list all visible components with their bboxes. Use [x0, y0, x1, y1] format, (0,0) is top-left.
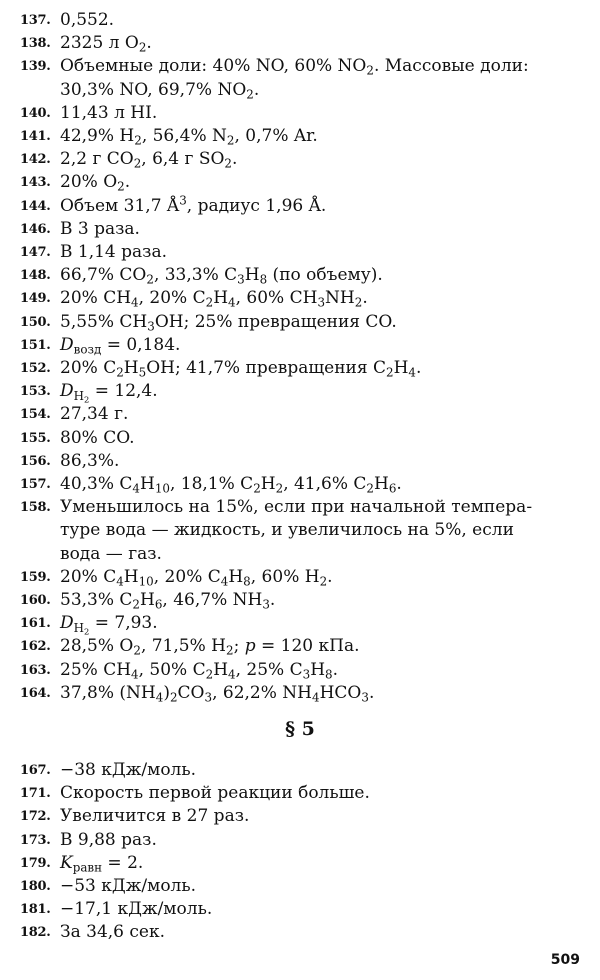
answer-number: 139.	[20, 59, 51, 75]
answer-item	[20, 782, 590, 805]
answer-text: 25% $CH_4$, 50% $C_2H_4$, 25% $C_3H_8$.	[60, 659, 339, 682]
answer-number: 162.	[20, 639, 51, 655]
answer-number: 137.	[20, 13, 51, 28]
answer-item	[20, 9, 590, 32]
answer-number: 179.	[20, 855, 51, 871]
answer-item	[20, 287, 590, 310]
answer-list-section-5	[20, 759, 590, 945]
answer-number: 152.	[20, 361, 51, 377]
answer-text: $D_{H_2} = 7,93$.	[60, 613, 158, 636]
answer-text: 53,3% $C_2H_6$, 46,7% $NH_3$.	[60, 590, 276, 612]
answer-item	[20, 195, 590, 218]
answer-item	[20, 898, 590, 921]
answer-text: За 34,6 сек.	[60, 922, 165, 943]
answer-item	[20, 427, 590, 450]
answer-item	[20, 635, 590, 658]
answer-number: 143.	[20, 175, 51, 191]
answer-item	[20, 55, 590, 101]
answer-item	[20, 496, 590, 566]
answer-text: 80% CO.	[60, 427, 135, 448]
answer-item	[20, 566, 590, 589]
answer-number: 146.	[20, 221, 51, 237]
answer-item	[20, 357, 590, 380]
answer-number: 161.	[20, 616, 51, 632]
answer-item	[20, 311, 590, 334]
answer-text: 11,43 л HI.	[60, 102, 158, 123]
answer-number: 148.	[20, 268, 51, 284]
answer-text: 2325 л $O_2$.	[60, 33, 152, 55]
answer-number: 158.	[20, 500, 51, 516]
answer-item	[20, 682, 590, 705]
answer-item	[20, 852, 590, 875]
answer-number: 140.	[20, 105, 51, 121]
answer-number: 155.	[20, 430, 51, 446]
answer-text: −53 кДж/моль.	[60, 876, 197, 897]
answer-text: 40,3% $C_4H_{10}$, 18,1% $C_2H_2$, 41,6% $C_2H_6$.	[60, 474, 402, 496]
answer-text: 66,7% $CO_2$, 33,3% $C_3H_8$ (по объему).	[60, 265, 383, 287]
answer-item	[20, 759, 590, 782]
answer-item	[20, 473, 590, 496]
answer-text: $D_{H_2} = 12,4$.	[60, 381, 158, 404]
answer-number: 181.	[20, 902, 51, 918]
answer-item	[20, 403, 590, 426]
answer-item	[20, 171, 590, 194]
answer-text: 37,8% $(NH_4)_2CO_3$, 62,2% $NH_4HCO_3$.	[60, 682, 375, 705]
answer-text: 5,55% $CH_3OH$; 25% превращения CO.	[60, 311, 397, 333]
answer-number: 157.	[20, 477, 51, 493]
answer-number: 171.	[20, 786, 51, 802]
answer-text: 28,5% $O_2$, 71,5% $H_2$; p = 120 кПа.	[60, 636, 360, 658]
answer-text: В 1,14 раза.	[60, 242, 167, 263]
answer-text: 86,3%.	[60, 450, 120, 471]
answer-number: 142.	[20, 152, 51, 168]
answer-text: Увеличится в 27 раз.	[60, 806, 250, 827]
answer-text: Уменьшилось на 15%, если при начальной темпера- туре вода — жидкость, и увеличилось на 5%, если вода — газ.	[60, 497, 533, 564]
answer-list-section-4	[20, 9, 590, 705]
answer-number: 144.	[20, 198, 51, 214]
answer-text: Объемные доли: 40% NO, 60% $NO_2$. Массовые доли: 30,3% NO, 69,7% $NO_2$.	[60, 56, 529, 101]
page-number: 509	[550, 952, 580, 968]
answer-number: 150.	[20, 314, 51, 330]
answer-text: −17,1 кДж/моль.	[60, 899, 213, 920]
answer-item	[20, 264, 590, 287]
answer-text: 2,2 г $CO_2$, 6,4 г $SO_2$.	[60, 149, 238, 171]
answer-text: 42,9% $H_2$, 56,4% $N_2$, 0,7% Ar.	[60, 126, 318, 148]
answer-item	[20, 102, 590, 125]
answer-item	[20, 148, 590, 171]
answer-number: 163.	[20, 662, 51, 678]
answer-number: 167.	[20, 763, 51, 778]
answer-item	[20, 659, 590, 682]
answer-number: 182.	[20, 925, 51, 941]
answer-item	[20, 612, 590, 635]
answer-number: 159.	[20, 569, 51, 585]
answer-text: В 3 раза.	[60, 218, 140, 239]
answer-text: −38 кДж/моль.	[60, 760, 197, 780]
answer-number: 138.	[20, 36, 51, 52]
answer-text: 27,34 г.	[60, 404, 129, 425]
answer-item	[20, 921, 590, 944]
answer-item	[20, 125, 590, 148]
answer-number: 149.	[20, 291, 51, 307]
answer-item	[20, 380, 590, 403]
answer-item	[20, 589, 590, 612]
answer-number: 154.	[20, 407, 51, 423]
answer-text: Скорость первой реакции больше.	[60, 783, 370, 804]
answer-number: 141.	[20, 129, 51, 145]
answer-number: 160.	[20, 593, 51, 609]
answer-text: $D_{возд} = 0,184$.	[60, 334, 181, 357]
answer-text: $K_{равн} = 2$.	[60, 852, 144, 875]
answer-number: 164.	[20, 685, 51, 701]
answer-text: 20% $CH_4$, 20% $C_2H_4$, 60% $CH_3NH_2$.	[60, 288, 368, 310]
answer-text: 0,552.	[60, 10, 115, 30]
answer-text: Объем 31,7 $Å^3$, радиус 1,96 Å.	[60, 193, 327, 216]
answer-text: В 9,88 раз.	[60, 829, 157, 850]
answer-text: 20% $C_4H_{10}$, 20% $C_4H_8$, 60% $H_2$.	[60, 566, 333, 589]
answer-item	[20, 218, 590, 241]
answer-item	[20, 875, 590, 898]
answer-number: 151.	[20, 337, 51, 353]
answer-number: 156.	[20, 453, 51, 469]
answer-item	[20, 241, 590, 264]
answer-item	[20, 334, 590, 357]
answer-number: 173.	[20, 832, 51, 848]
answer-item	[20, 829, 590, 852]
answer-item	[20, 32, 590, 55]
answer-item	[20, 805, 590, 828]
answer-number: 180.	[20, 879, 51, 895]
answer-item	[20, 450, 590, 473]
answer-number: 153.	[20, 384, 51, 400]
answer-text: 20% $O_2$.	[60, 172, 131, 194]
answer-text: 20% $C_2H_5OH$; 41,7% превращения $C_2H_4$.	[60, 358, 422, 380]
answer-number: 172.	[20, 809, 51, 825]
answer-number: 147.	[20, 245, 51, 261]
section-heading: § 5	[285, 718, 315, 740]
